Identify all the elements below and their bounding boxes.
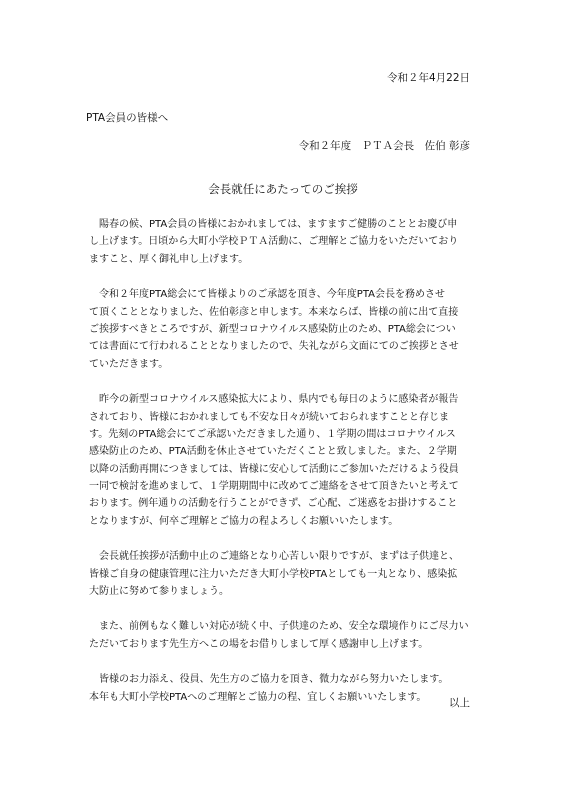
text-line: ますこと、厚く御礼申し上げます。 [89,253,249,265]
letter-date: 令和２年4月22日 [386,72,470,84]
text-line: 令和２年度PTA総会にて皆様よりのご承認を頂き、今年度PTA会長を務めさせ [89,289,446,301]
text-line: されており、皆様におかれましても不安な日々が続いておられますことと存じま [89,411,449,423]
text-line: 昨今の新型コロナウイルス感染拡大により、県内でも毎日のように感染者が報告 [89,394,459,406]
text-line: となりますが、何卒ご理解とご協力の程よろしくお願いいたします。 [89,515,399,527]
text-line: おります。例年通りの活動を行うことができず、ご心配、ご迷惑をお掛けすること [89,498,458,510]
text-line: また、前例もなく難しい対応が続く中、子供達のため、安全な環境作りにご尽力い [89,621,469,633]
paragraph-activity-suspension [89,391,481,530]
paragraph-greeting [89,216,481,268]
letter-body [89,216,481,724]
text-line: し上げます。日頃から大町小学校ＰＴＡ活動に、ご理解とご協力をいただいており [89,236,459,248]
paragraph-introduction [89,286,481,373]
text-line: 皆様ご自身の健康管理に注力いただき大町小学校PTAとしても一丸となり、感染拡 [89,568,458,580]
text-line: 大防止に努めて参りましょう。 [89,586,229,598]
letter-title: 会長就任にあたってのご挨拶 [208,182,358,196]
text-line: 一同で検討を進めまして、１学期期間中に改めてご連絡をさせて頂きたいと考えて [89,481,459,493]
text-line: て頂くこととなりました、佐伯彰彦と申します。本来ならば、皆様の前に出て直接 [89,306,459,318]
letter-sender: 令和２年度 ＰＴＡ会長 佐伯 彰彦 [298,140,470,152]
text-line: 感染防止のため、PTA活動を休止させていただくことと致しました。また、２学期 [89,446,457,458]
paragraph-health [89,548,481,600]
paragraph-closing-request [89,671,481,706]
letter-recipient: PTA会員の皆様へ [86,112,169,124]
text-line: 会長就任挨拶が活動中止のご連絡となり心苦しい限りですが、まずは子供達と、 [89,551,459,563]
text-line: ご挨拶すべきところですが、新型コロナウイルス感染防止のため、PTA総会につい [89,323,456,335]
text-line: 以降の活動再開につきましては、皆様に安心して活動にご参加いただけるよう役員 [89,463,459,475]
paragraph-teacher-thanks [89,618,481,653]
text-line: ては書面にて行われることとなりましたので、失礼ながら文面にてのご挨拶とさせ [89,341,459,353]
text-line: 陽春の候、PTA会員の皆様におかれましては、ますますご健勝のこととお慶び申 [89,219,458,230]
text-line: 皆様のお力添え、役員、先生方のご協力を頂き、微力ながら努力いたします。 [89,674,449,686]
text-line: す。先刻のPTA総会にてご承認いただきました通り、１学期の間はコロナウイルス [89,428,456,440]
text-line: ていただきます。 [89,358,169,370]
text-line: 本年も大町小学校PTAへのご理解とご協力の程、宜しくお願いいたします。 [89,691,427,703]
letter-closing: 以上 [449,697,470,709]
text-line: ただいております先生方へこの場をお借りしまして厚く感謝申し上げます。 [89,638,429,650]
